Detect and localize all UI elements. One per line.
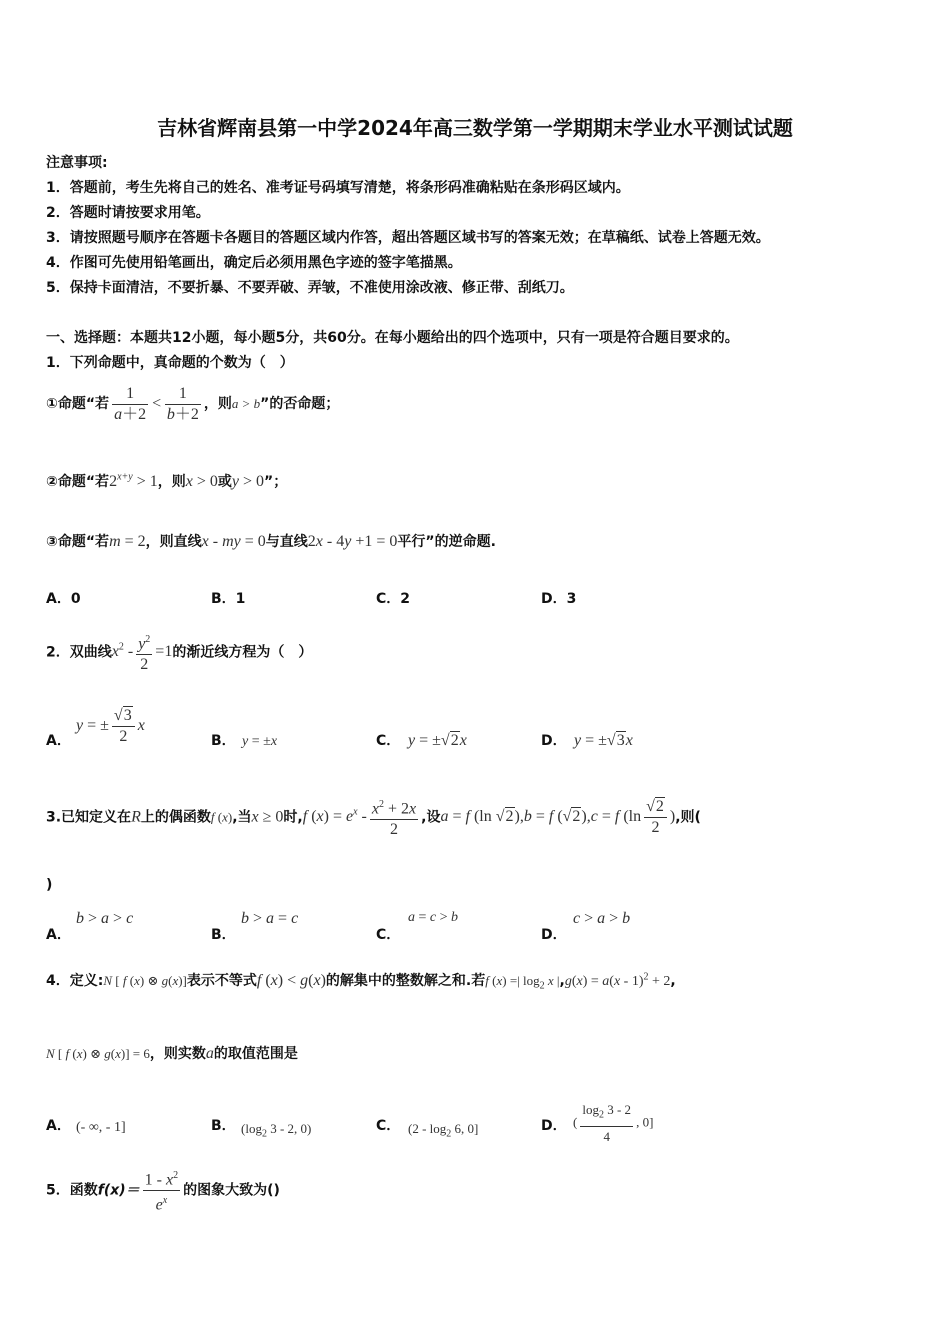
math-expression: m = 2 [109, 533, 146, 550]
q4-stem [46, 970, 676, 992]
option-label: A． [46, 1118, 71, 1134]
option-label: B． [211, 1118, 236, 1134]
text: , [559, 973, 565, 989]
text: 的解集中的整数解之和.若 [325, 973, 486, 989]
math-expression: a [205, 1045, 214, 1062]
math-expression: x - my = 0 [201, 533, 266, 550]
math-expression: f $(x) = e^x$ - $\frac{x^2 + 2x}{2}$ [303, 808, 421, 825]
math-expression: N [ f (x) ⊗ g(x)] [103, 973, 187, 988]
text: 5．函数 [46, 1182, 98, 1199]
text: 4．定义: [46, 973, 104, 989]
text: ,则( [675, 809, 701, 826]
q1-option-d[interactable]: D．3 [541, 591, 577, 607]
text: ”的否命题； [260, 396, 340, 413]
q4-option-a[interactable] [46, 1115, 71, 1135]
q2-option-b-math: y = ±x [242, 734, 278, 749]
text: ,设 [421, 809, 441, 826]
option-label: D． [541, 927, 567, 943]
q2-option-c[interactable] [376, 730, 400, 750]
q3-option-b[interactable] [211, 924, 236, 944]
option-label: C． [376, 1118, 401, 1134]
text: 2．双曲线 [46, 644, 112, 661]
q3-option-a-math: b > a > c [76, 910, 134, 927]
q4-option-d[interactable] [541, 1115, 567, 1135]
text: 平行”的逆命题. [397, 534, 496, 550]
text: ，则 [203, 396, 232, 413]
q4-option-b[interactable] [211, 1115, 236, 1135]
q2-option-d[interactable] [541, 730, 567, 750]
text: 表示不等式 [186, 973, 257, 989]
math-expression: N [ f (x) ⊗ g(x)] = 6 [46, 1046, 150, 1061]
q3-stem [46, 795, 902, 840]
q1-option-c[interactable]: C．2 [376, 591, 411, 607]
text: , [670, 973, 676, 989]
text: 与直线 [265, 534, 308, 550]
notice-item: 2．答题时请按要求用笔。 [46, 205, 210, 221]
text: ,当 [232, 809, 252, 826]
math-expression: a > b [231, 396, 261, 412]
q3-option-b-math: b > a = c [241, 910, 299, 927]
math-expression: g(x) = a(x - 1)$^2$ + 2 [564, 971, 671, 989]
text: ，则实数 [149, 1046, 206, 1062]
q2-option-d-math: y = ±√3x [574, 732, 633, 749]
q2-option-c-math: y = ±√2x [408, 732, 467, 749]
math-expression: x ≥ 0 [251, 808, 284, 826]
math-expression: f (x) < g(x) [256, 972, 326, 989]
text: 的取值范围是 [213, 1046, 298, 1062]
q2-option-b[interactable] [211, 730, 236, 750]
math-expression: $\frac{1 - x^2}{e^x}$ [140, 1182, 183, 1199]
q4-option-d-math: ( $\frac{\log_2 3 - 2}{4}$ , 0] [573, 1102, 654, 1144]
q4-option-c-math: ($2 - \log_2 6$, 0] [408, 1121, 479, 1140]
option-label: D． [541, 1118, 567, 1134]
notice-item: 1．答题前，考生先将自己的姓名、准考证号码填写清楚，将条形码准确粘贴在条形码区域内。 [46, 180, 630, 196]
text: ，则直线 [145, 534, 202, 550]
text: ①命题“若 [46, 396, 110, 413]
text: 时, [283, 809, 303, 826]
notice-item: 5．保持卡面清洁，不要折暴、不要弄破、弄皱，不准使用涂改液、修正带、刮纸刀。 [46, 280, 574, 296]
math-expression: $x^2$ - $\frac{y^2}{2}$ =1 [112, 643, 173, 660]
q4-option-b-math: ($\log_2$ 3 - 2, 0) [241, 1121, 312, 1140]
section-heading: 一、选择题：本题共12小题，每小题5分，共60分。在每小题给出的四个选项中，只有一项是符合题目要求的。 [46, 330, 739, 346]
text: 3.已知定义在 [46, 809, 132, 826]
text: ”； [264, 474, 288, 490]
q1-proposition-3 [46, 531, 496, 551]
option-label: A． [46, 733, 71, 749]
text: ③命题“若 [46, 534, 110, 550]
text: 上的偶函数 [140, 809, 211, 826]
q4-option-c[interactable] [376, 1115, 400, 1135]
q3-option-a[interactable] [46, 924, 71, 944]
text: ，则 [157, 474, 186, 490]
option-label: A． [46, 927, 71, 943]
q2-option-a-math: y = ± $\frac{√3}{2}$ x [76, 707, 145, 745]
q3-option-d-math: c > a > b [573, 910, 631, 927]
option-label: B． [211, 927, 236, 943]
notice-heading: 注意事项: [46, 155, 108, 171]
math-expression: $2^{x+y} > 1$ [109, 471, 158, 490]
page-title: 吉林省辉南县第一中学2024年高三数学第一学期期末学业水平测试试题 [157, 116, 793, 140]
option-label: B． [211, 733, 236, 749]
text: 的渐近线方程为（ ） [172, 644, 313, 661]
math-expression: f (x) [210, 809, 233, 825]
q3-stem-close: ) [46, 877, 53, 893]
q1-option-b[interactable]: B．1 [211, 591, 246, 607]
q3-option-d[interactable] [541, 924, 567, 944]
math-expression: f (x) =| $\log_2 x$ | [485, 973, 560, 992]
text: 的图象大致为() [183, 1182, 280, 1199]
q3-option-c[interactable] [376, 924, 400, 944]
text: 或 [217, 474, 232, 490]
math-expression: R [131, 808, 141, 826]
q4-option-a-math: (- ∞, - 1] [76, 1120, 126, 1135]
q5-stem [46, 1166, 280, 1216]
math-expression: x > 0 [185, 473, 218, 490]
q1-proposition-2 [46, 471, 287, 491]
notice-item: 4．作图可先使用铅笔画出，确定后必须用黑色字迹的签字笔描黑。 [46, 255, 462, 271]
math-expression: 2x - 4y +1 = 0 [307, 533, 398, 550]
q3-option-c-math: a = c > b [408, 910, 459, 925]
text: ②命题“若 [46, 474, 110, 490]
function-name: f(x)＝ [97, 1182, 140, 1199]
notice-item: 3．请按照题号顺序在答题卡各题目的答题区域内作答，超出答题区域书写的答案无效；在草稿纸、试卷上答题无效。 [46, 230, 770, 246]
option-label: C． [376, 927, 401, 943]
math-expression: a = f (ln √2),b = f (√2),c = f (ln $\frac{√2}{2}$ ) [440, 798, 676, 837]
q4-stem-2 [46, 1043, 298, 1063]
q1-option-a[interactable]: A．0 [46, 591, 81, 607]
option-label: C． [376, 733, 401, 749]
math-expression: $\frac{1}{a+2}$ < $\frac{1}{b+2}$ [114, 385, 199, 423]
q1-stem: 1．下列命题中，真命题的个数为（ ） [46, 355, 294, 371]
q1-proposition-1 [46, 384, 339, 425]
q2-stem [46, 630, 312, 675]
q2-option-a[interactable] [46, 730, 71, 750]
math-expression: y > 0 [231, 473, 264, 490]
option-label: D． [541, 733, 567, 749]
